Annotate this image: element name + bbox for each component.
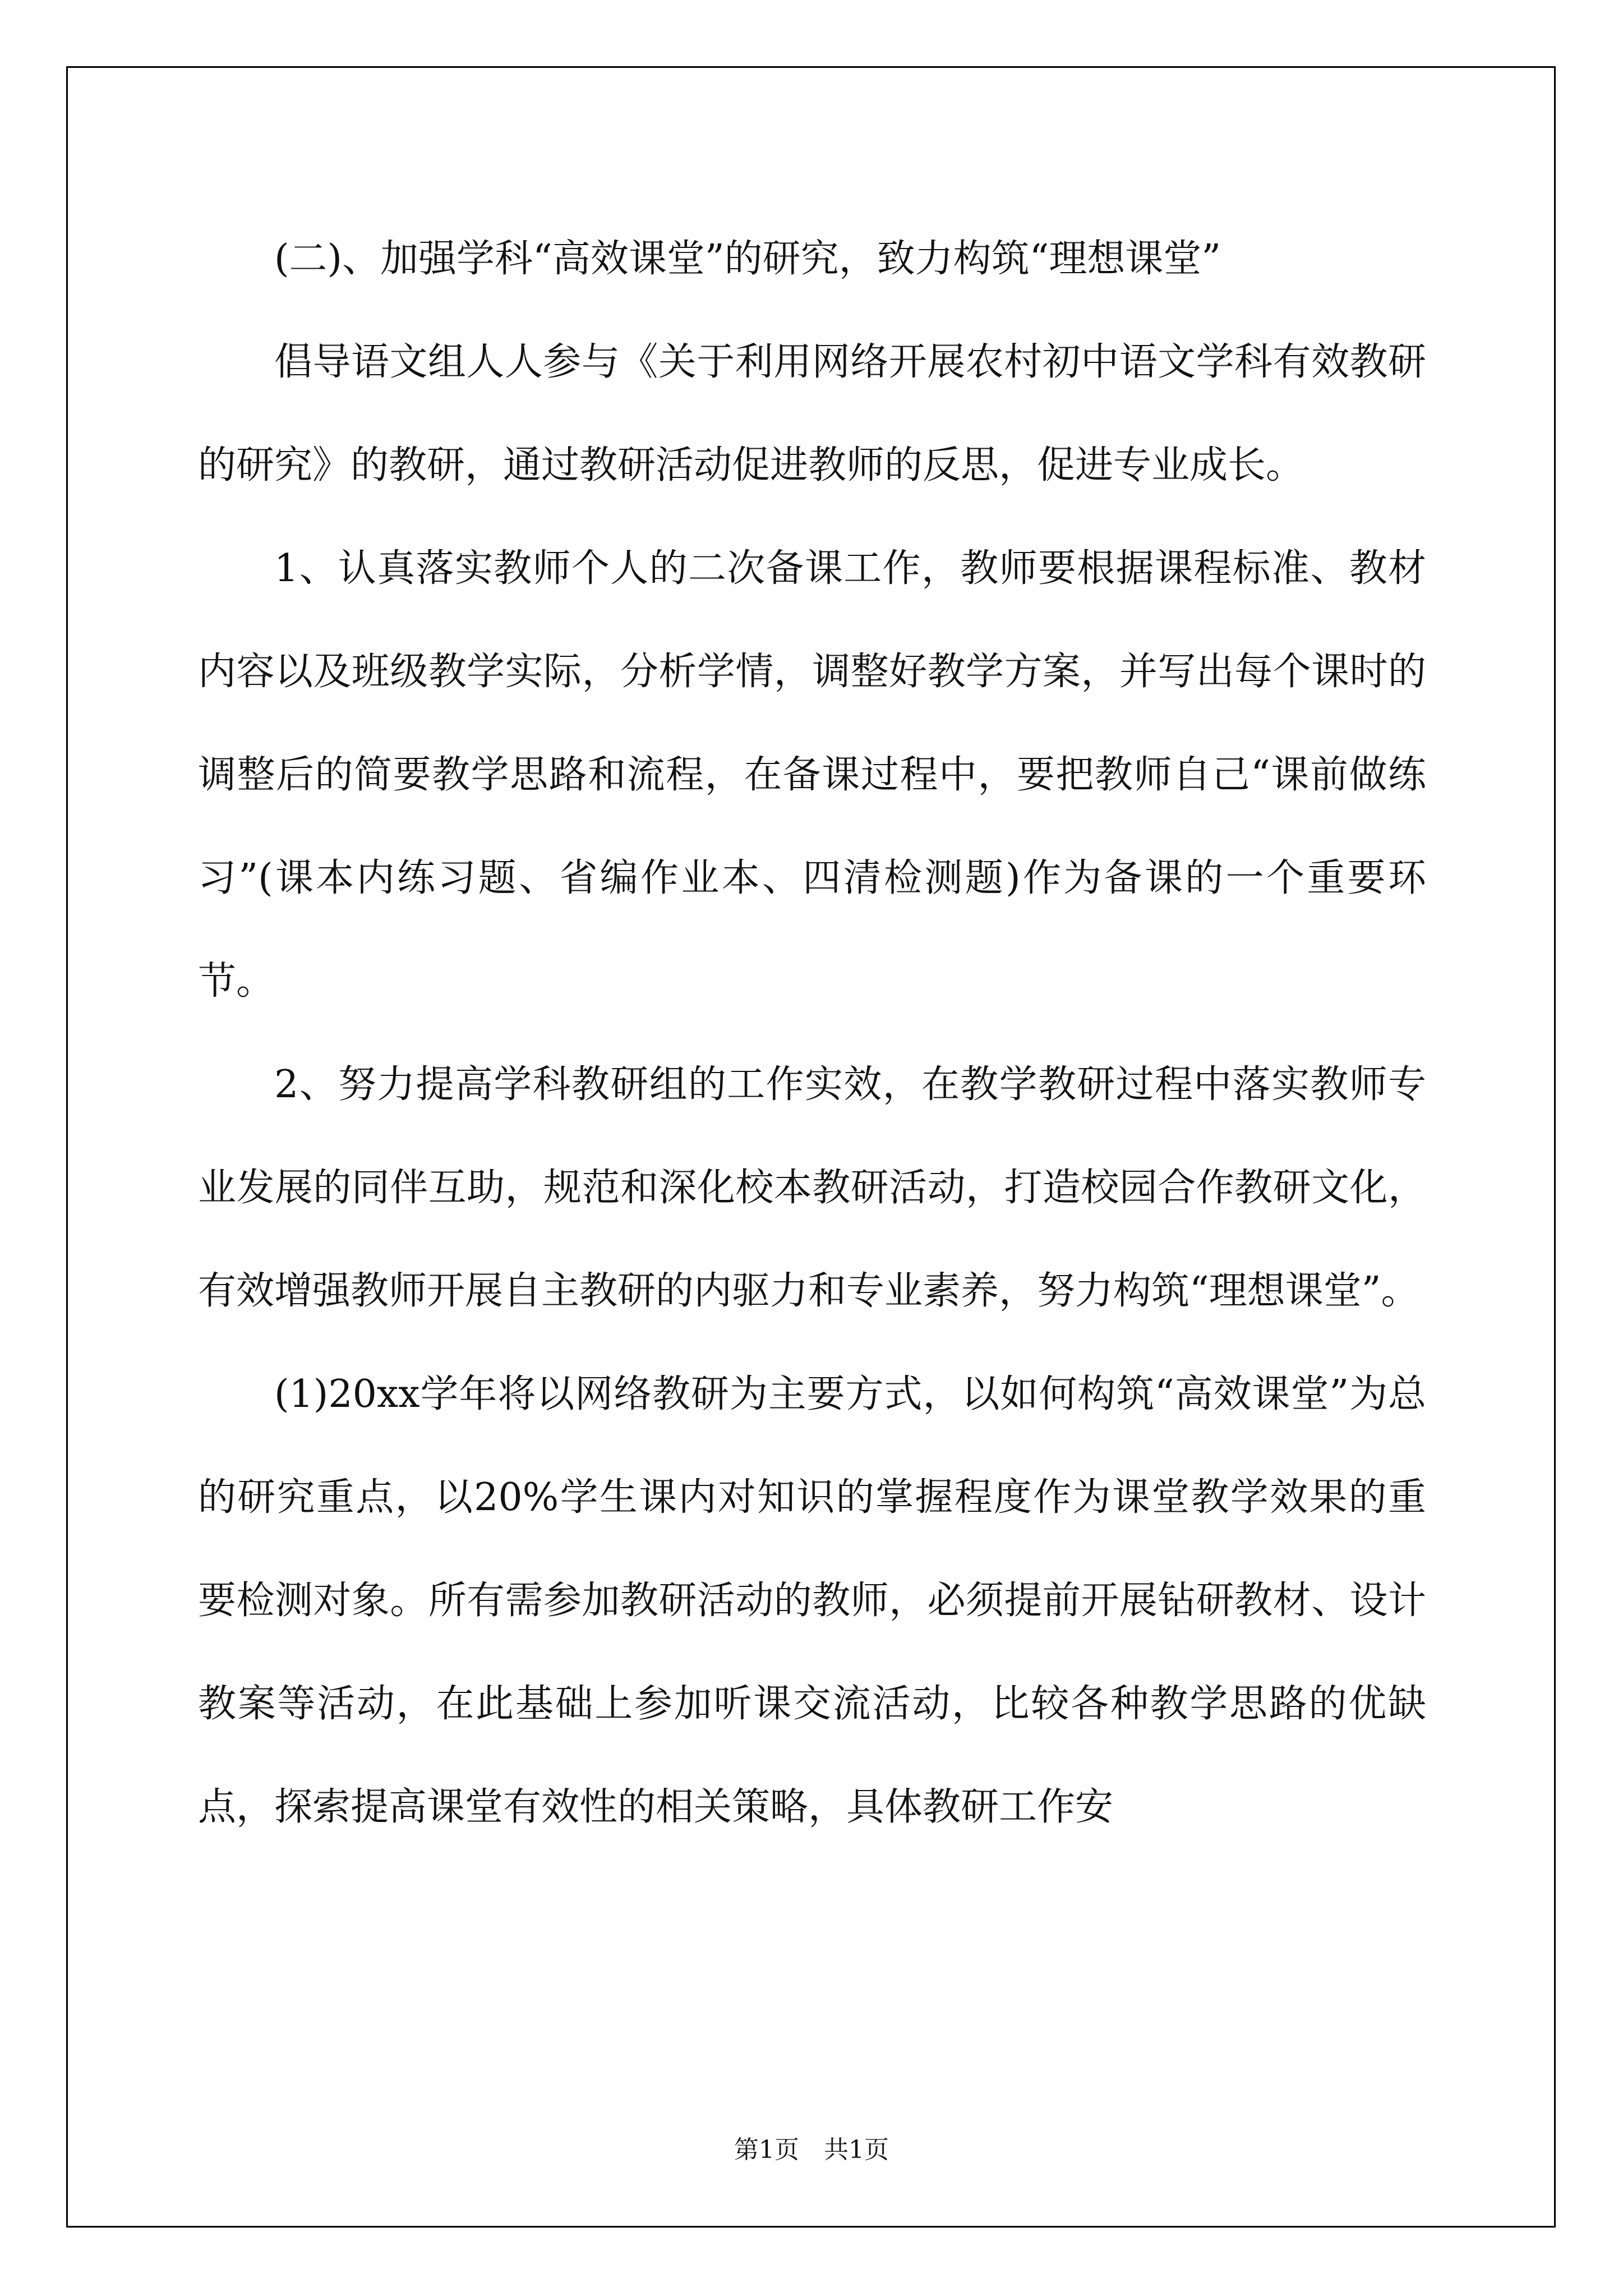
paragraph: 2、努力提高学科教研组的工作实效，在教学教研过程中落实教师专业发展的同伴互助，规范和深化校本教研活动，打造校园合作教研文化，有效增强教师开展自主教研的内驱力和专业素养，努力构筑“理想课堂”。 <box>198 1062 1426 1313</box>
paragraph: 1、认真落实教师个人的二次备课工作，教师要根据课程标准、教材内容以及班级教学实际，分析学情，调整好教学方案，并写出每个课时的调整后的简要教学思路和流程，在备课过程中，要把教师自己“课前做练习”(课本内练习题、省编作业本、四清检测题)作为备课的一个重要环节。 <box>198 546 1426 1004</box>
paragraph: 倡导语文组人人参与《关于利用网络开展农村初中语文学科有效教研的研究》的教研，通过教研活动促进教师的反思，促进专业成长。 <box>198 340 1426 487</box>
paragraph: (1)20xx学年将以网络教研为主要方式，以如何构筑“高效课堂”为总的研究重点，以20%学生课内对知识的掌握程度作为课堂教学效果的重要检测对象。所有需参加教研活动的教师，必须提前开展钻研教材、设计教案等活动，在此基础上参加听课交流活动，比较各种教学思路的优缺点，探索提高课堂有效性的相关策略，具体教研工作安 <box>198 1372 1426 1829</box>
page-number: 第1页 <box>734 2136 799 2164</box>
section-heading: (二)、加强学科“高效课堂”的研究，致力构筑“理想课堂” <box>274 237 1221 281</box>
page-footer <box>0 2133 1623 2167</box>
document-body <box>198 208 1426 1859</box>
page-total: 共1页 <box>824 2136 889 2164</box>
